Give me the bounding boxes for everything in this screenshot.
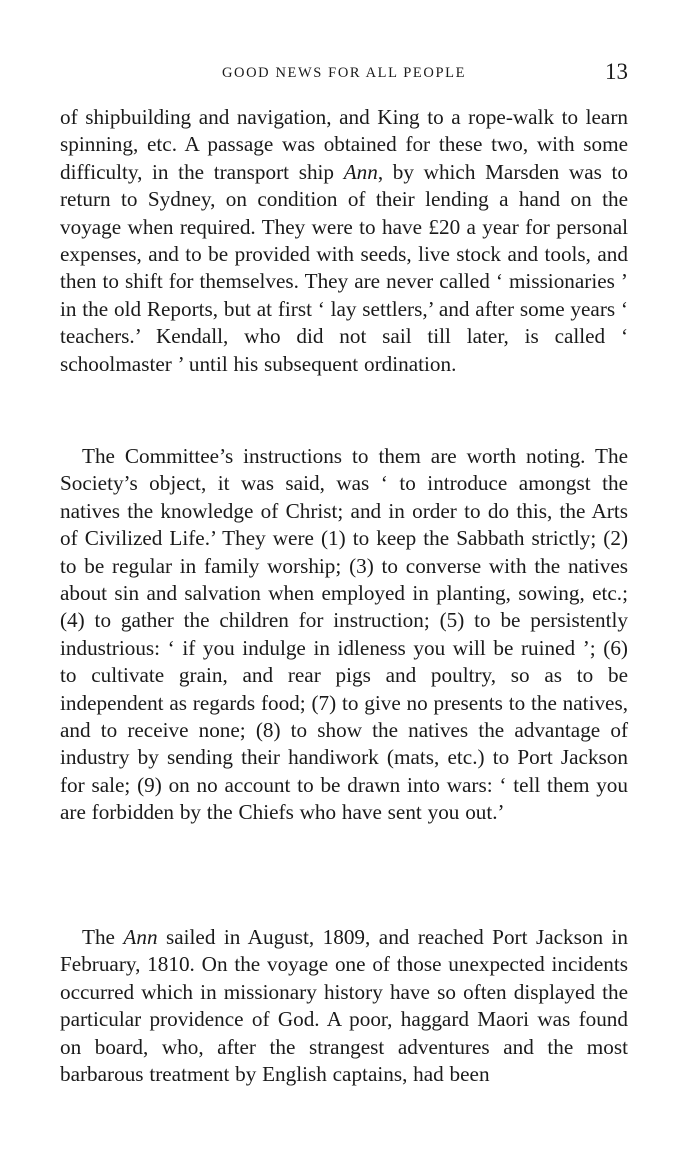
page-number: 13 [605, 59, 628, 84]
ship-name-ann: Ann [123, 925, 158, 949]
paragraph-1-text-b: , by which Marsden was to return to Sydney, on condition of their lending a hand on the voyage when required. They were to have £20 a year for personal expenses, and to be provided with seeds, live stock and tools, and then to shift for themselves. They are never called ‘ missionaries ’ in the old Reports, but at first ‘ lay settlers,’ and after some years ‘ teachers.’ Kendall, who did not sail till later, is called ‘ schoolmaster ’ until his subsequent ordination. [60, 159, 628, 376]
paragraph-3 [60, 924, 628, 1088]
running-title: GOOD NEWS FOR ALL PEOPLE [221, 65, 467, 81]
ship-name-ann: Ann [343, 159, 378, 184]
paragraph-1 [60, 104, 628, 378]
running-head [60, 59, 628, 92]
paragraph-3-text-b: sailed in August, 1809, and reached Port Jackson in February, 1810. On the voyage one of those unexpected incidents occurred which in missionary history have so often displayed the particular providence of God. A poor, haggard Maori was found on board, who, after the strangest adventures and the most barbarous treatment by English captains, had been [60, 925, 628, 1087]
paragraph-2: The Committee’s instructions to them are worth noting. The Society’s object, it was said, was ‘ to introduce amongst the natives the knowledge of Christ; and in order to do this, the Arts of Civilized Life.’ They were (1) to keep the Sabbath strictly; (2) to be regular in family worship; (3) to converse with the natives about sin and salvation when employed in planting, sowing, etc.; (4) to gather the children for instruction; (5) to be persistently industrious: ‘ if you indulge in idleness you will be ruined ’; (6) to cultivate grain, and rear pigs and poultry, so as to be independent as regards food; (7) to give no presents to the natives, and to receive none; (8) to show the natives the advantage of industry by sending their handiwork (mats, etc.) to Port Jackson for sale; (9) on no account to be drawn into wars: ‘ tell them you are forbidden by the Chiefs who have sent you out.’ [60, 444, 628, 825]
paragraph-1-text-a: of shipbuilding and navigation, and King to a rope-walk to learn spinning, etc. A passage was obtained for these two, with some difficulty, in the transport ship [60, 105, 628, 184]
paragraph-3-text-a: The [82, 925, 124, 949]
